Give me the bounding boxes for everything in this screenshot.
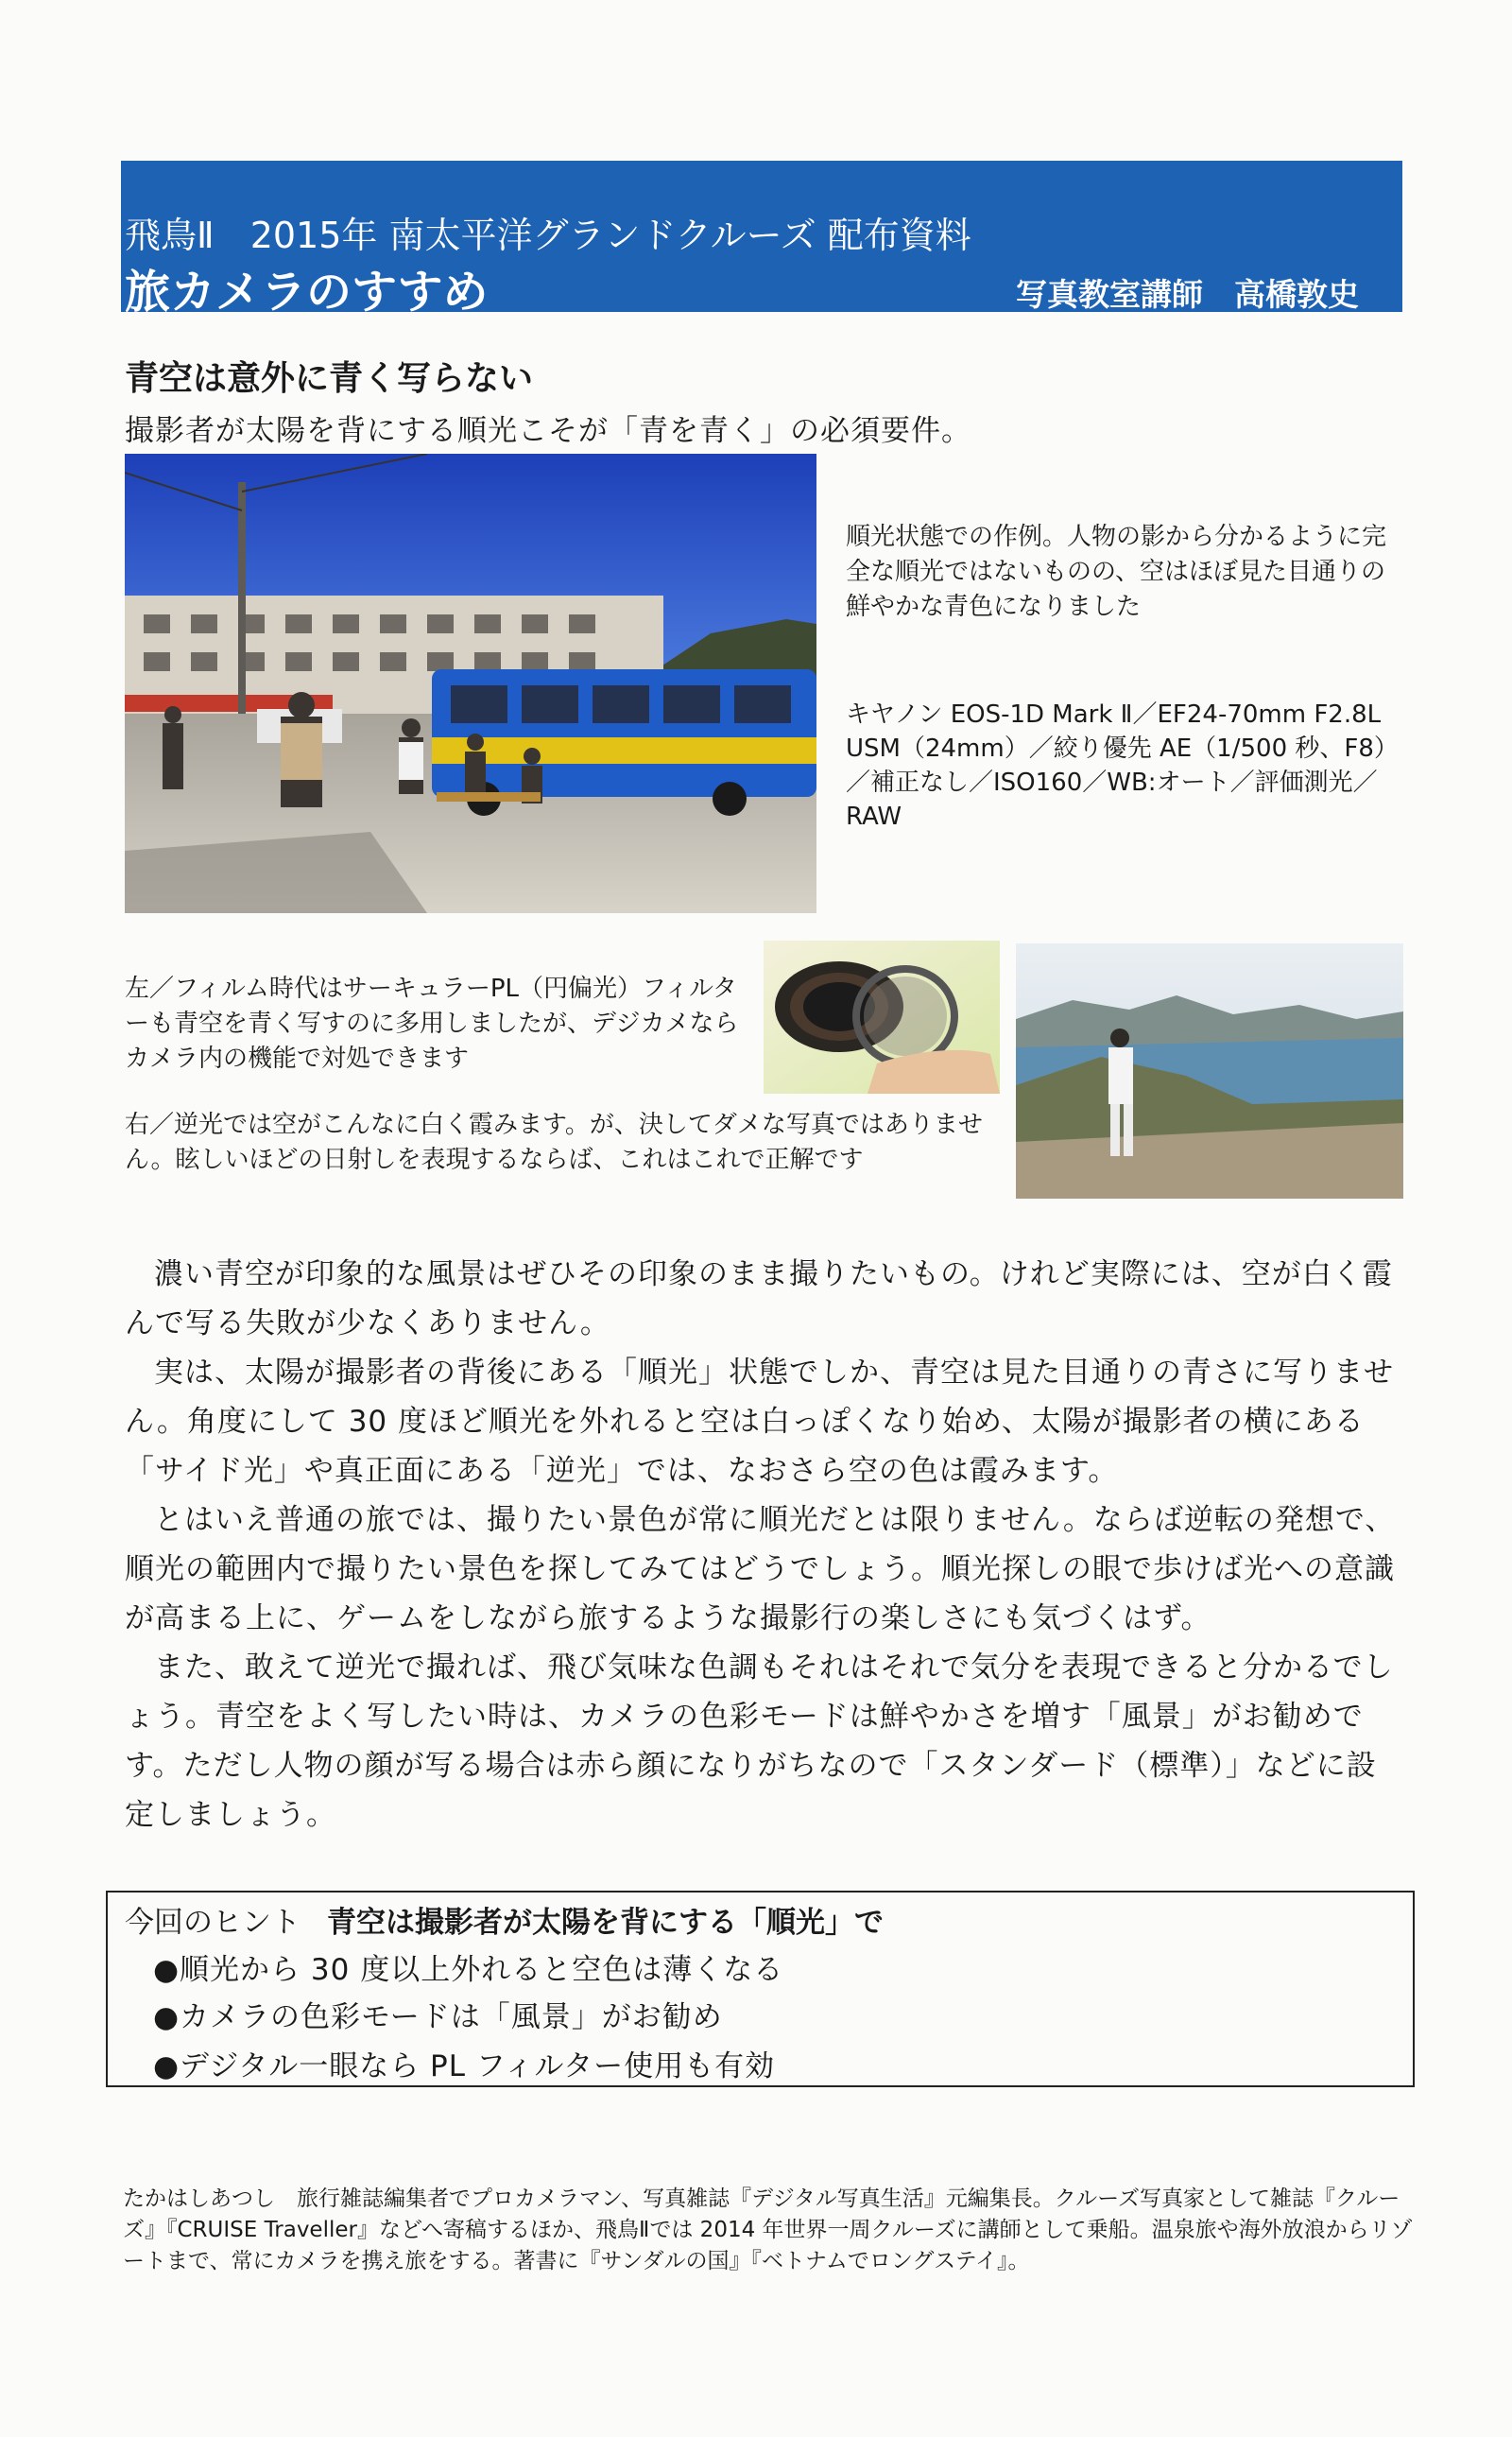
page-title: 旅カメラのすすめ	[125, 266, 489, 319]
body-paragraph: とはいえ普通の旅では、撮りたい景色が常に順光だとは限りません。ならば逆転の発想で、順光の範囲内で撮りたい景色を探してみてはどうでしょう。順光探しの眼で歩けば光への意識が高まる上に、ゲームをしながら旅するような撮影行の楽しさにも気づくはず。	[125, 1503, 1396, 1635]
hint-headline: 青空は撮影者が太陽を背にする「順光」で	[327, 1906, 884, 1940]
body-paragraph: 実は、太陽が撮影者の背後にある「順光」状態でしか、青空は見た目通りの青さに写りません。角度にして 30 度ほど順光を外れると空は白っぽくなり始め、太陽が撮影者の横にある「サイド光」や真正面にある「逆光」では、なおさら空の色は霞みます。	[125, 1356, 1394, 1488]
author-profile: たかはしあつし 旅行雑誌編集者でプロカメラマン、写真雑誌『デジタル写真生活』元編集長。クルーズ写真家として雑誌『クルーズ』『CRUISE Traveller』などへ寄稿するほか、飛鳥Ⅱでは 2014 年世界一周クルーズに講師として乗船。温泉旅や海外放浪からリゾートまで、常にカメラを携え旅をする。著書に『サンダルの国』『ベトナムでロングステイ』。	[123, 2186, 1413, 2273]
author-credit: 写真教室講師 高橋敦史	[1016, 276, 1359, 313]
hint-item: ●デジタル一眼なら PL フィルター使用も有効	[153, 2049, 776, 2083]
caption-camera-specs: キヤノン EOS-1D Mark Ⅱ／EF24-70mm F2.8L USM（24mm）／絞り優先 AE（1/500 秒、F8）／補正なし／ISO160／WB:オート／評価測光／RAW	[846, 700, 1386, 831]
caption-main-photo: 順光状態での作例。人物の影から分かるように完全な順光ではないものの、空はほぼ見た目通りの鮮やかな青色になりました	[846, 523, 1387, 621]
section-lead: 撮影者が太陽を背にする順光こそが「青を青く」の必須要件。	[125, 414, 971, 448]
photo-street-scene	[125, 454, 816, 913]
hint-label: 今回のヒント	[125, 1906, 301, 1940]
caption-left-photo: 左／フィルム時代はサーキュラーPL（円偏光）フィルターも青空を青く写すのに多用しましたが、デジカメならカメラ内の機能で対処できます	[125, 975, 739, 1073]
header-subtitle: 飛鳥Ⅱ 2015年 南太平洋グランドクルーズ 配布資料	[125, 215, 971, 256]
photo-backlit-landscape	[1016, 943, 1403, 1199]
body-paragraph: 濃い青空が印象的な風景はぜひその印象のまま撮りたいもの。けれど実際には、空が白く霞んで写る失敗が少なくありません。	[125, 1257, 1393, 1340]
hint-item: ●順光から 30 度以上外れると空色は薄くなる	[153, 1953, 784, 1987]
photo-pl-filter	[764, 941, 1000, 1094]
hint-title	[125, 1898, 884, 1941]
caption-right-photo: 右／逆光では空がこんなに白く霞みます。が、決してダメな写真ではありません。眩しいほどの日射しを表現するならば、これはこれで正解です	[125, 1111, 983, 1174]
section-heading: 青空は意外に青く写らない	[125, 359, 534, 398]
body-paragraph: また、敢えて逆光で撮れば、飛び気味な色調もそれはそれで気分を表現できると分かるでしょう。青空をよく写したい時は、カメラの色彩モードは鮮やかさを増す「風景」がお勧めです。ただし人物の顔が写る場合は赤ら顔になりがちなので「スタンダード（標準）」などに設定しましょう。	[125, 1651, 1394, 1832]
article-body	[125, 1250, 1402, 1840]
hint-item: ●カメラの色彩モードは「風景」がお勧め	[153, 2000, 723, 2034]
